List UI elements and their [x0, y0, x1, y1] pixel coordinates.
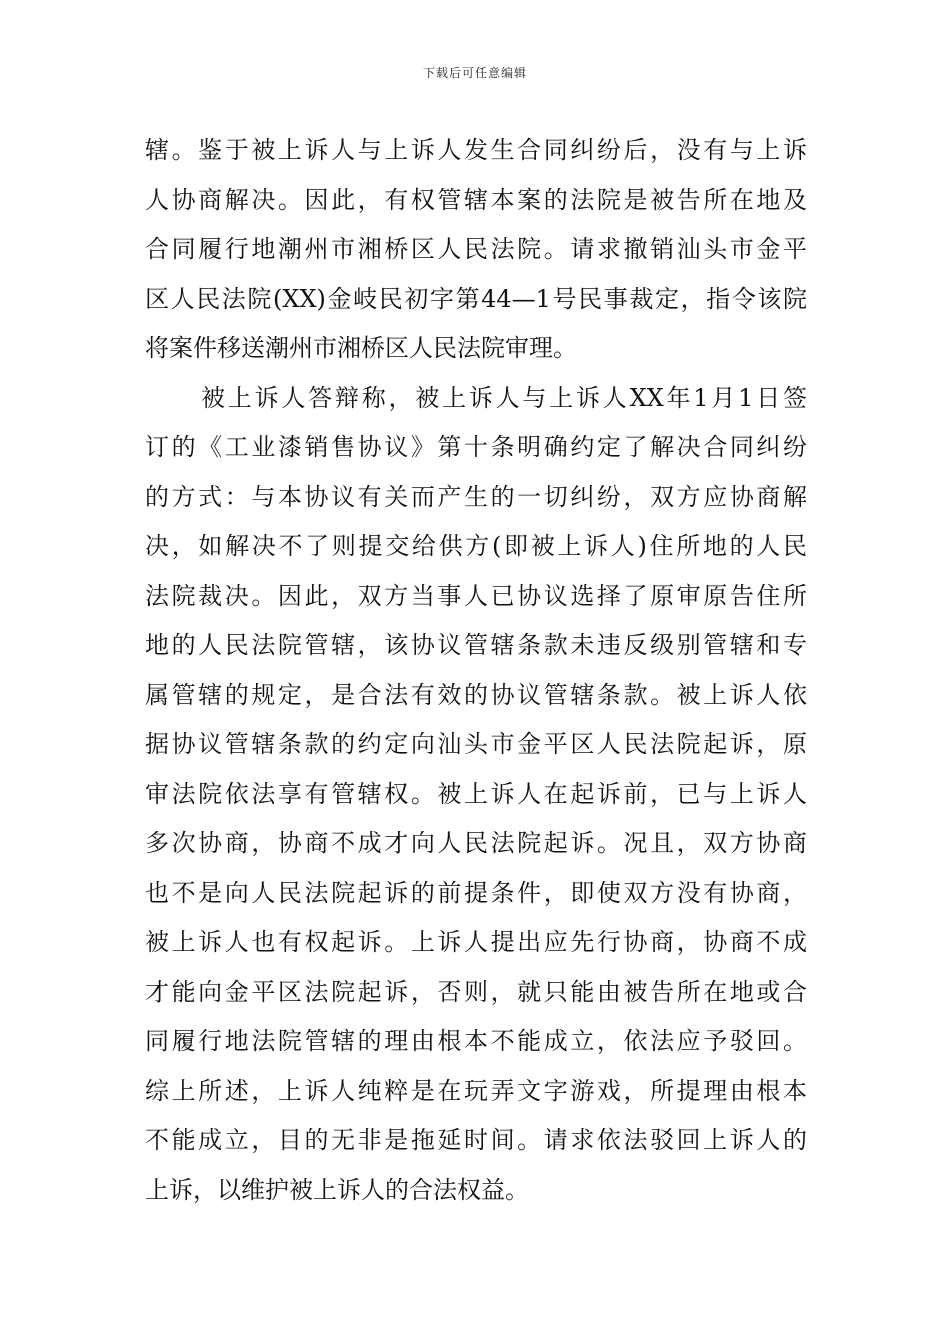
text-line: 区人民法院(XX)金岐民初字第44—1号民事裁定，指令该院: [145, 284, 807, 313]
text-line: 合同履行地潮州市湘桥区人民法院。请求撤销汕头市金平: [145, 235, 807, 263]
text-line: 上诉，以维护被上诉人的合法权益。: [145, 1175, 529, 1204]
text-line: 的方式：与本协议有关而产生的一切纠纷，双方应协商解: [145, 482, 807, 511]
text-line: 被上诉人答辩称，被上诉人与上诉人XX年1月1日签: [201, 383, 807, 412]
text-line: 订的《工业漆销售协议》第十条明确约定了解决合同纠纷: [145, 433, 807, 461]
text-line: 法院裁决。因此，双方当事人已协议选择了原审原告住所: [145, 581, 807, 610]
text-line: 人协商解决。因此，有权管辖本案的法院是被告所在地及: [145, 185, 807, 214]
text-line: 才能向金平区法院起诉，否则，就只能由被告所在地或合: [145, 977, 807, 1006]
text-line: 多次协商，协商不成才向人民法院起诉。况且，双方协商: [145, 829, 807, 857]
text-line: 据协议管辖条款的约定向汕头市金平区人民法院起诉，原: [145, 730, 807, 758]
text-line: 属管辖的规定，是合法有效的协议管辖条款。被上诉人依: [145, 680, 807, 709]
text-line: 审法院依法享有管辖权。被上诉人在起诉前，已与上诉人: [145, 779, 807, 808]
page-header: 下载后可任意编辑: [422, 66, 527, 80]
body-text: [145, 126, 807, 1215]
text-line: 同履行地法院管辖的理由根本不能成立，依法应予驳回。: [145, 1027, 807, 1055]
text-line: 综上所述，上诉人纯粹是在玩弄文字游戏，所提理由根本: [145, 1076, 807, 1105]
text-line: 地的人民法院管辖，该协议管辖条款未违反级别管辖和专: [145, 631, 807, 659]
text-line: 不能成立，目的无非是拖延时间。请求依法驳回上诉人的: [145, 1126, 807, 1154]
text-line: 辖。鉴于被上诉人与上诉人发生合同纠纷后，没有与上诉: [145, 136, 807, 164]
text-line: 将案件移送潮州市湘桥区人民法院审理。: [145, 334, 577, 362]
text-line: 被上诉人也有权起诉。上诉人提出应先行协商，协商不成: [145, 928, 807, 956]
text-line: 也不是向人民法院起诉的前提条件，即使双方没有协商，: [145, 878, 807, 907]
text-line: 决，如解决不了则提交给供方(即被上诉人)住所地的人民: [145, 532, 807, 560]
